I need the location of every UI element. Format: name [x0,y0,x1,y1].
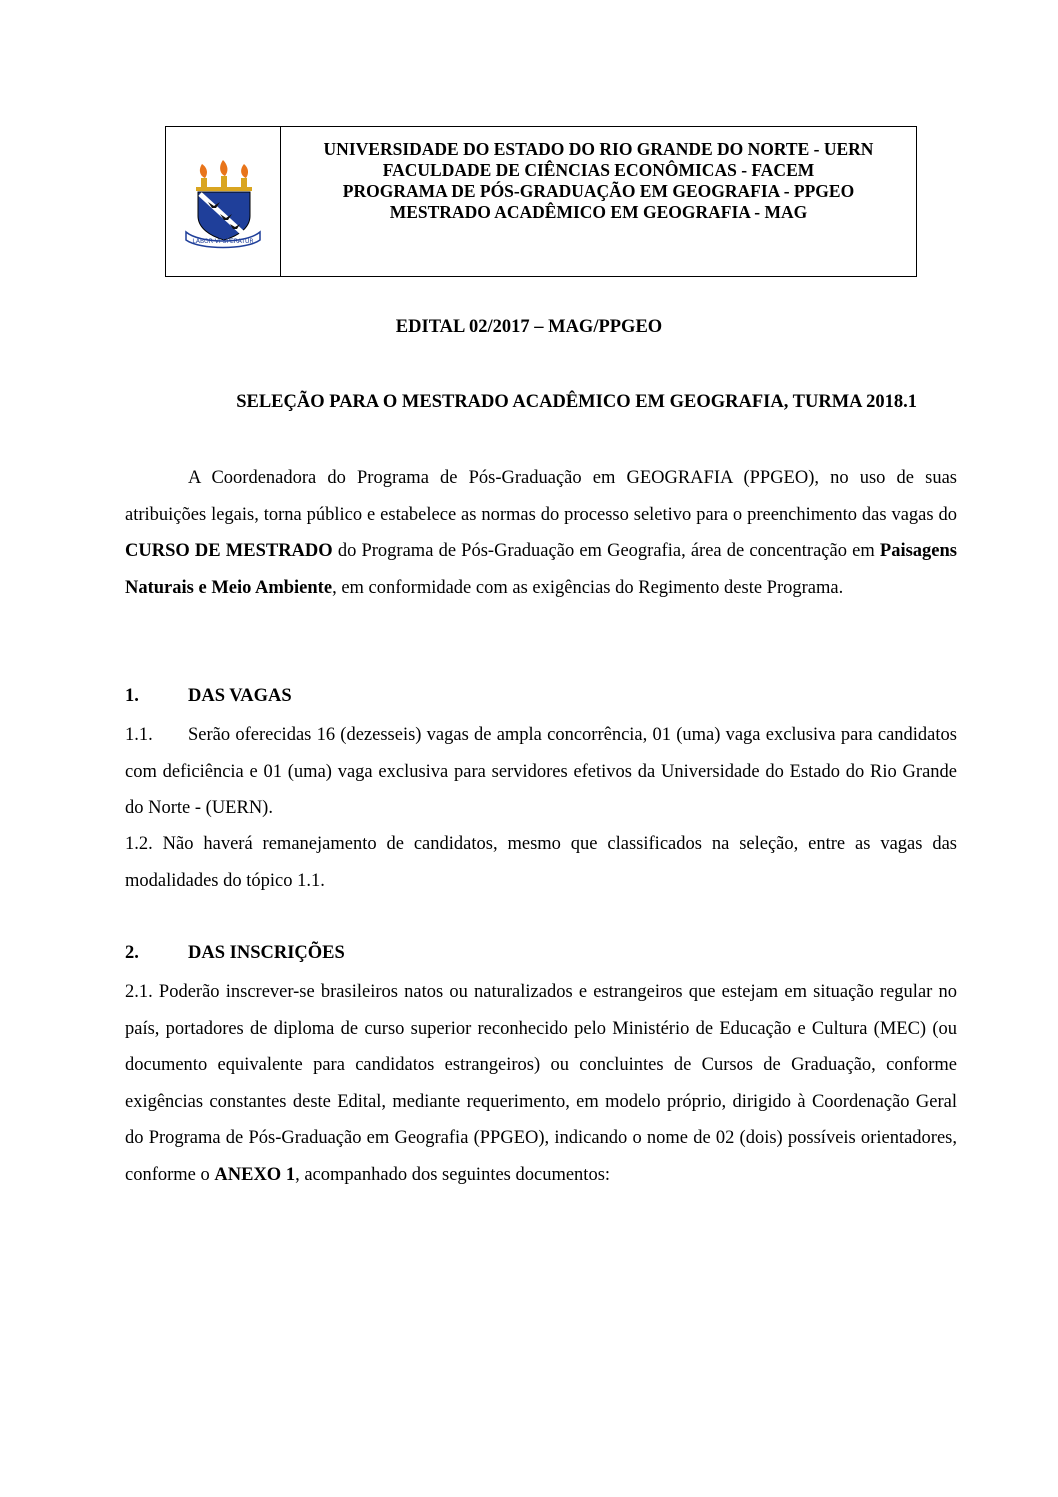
item-1-2: 1.2. Não haverá remanejamento de candidatos, mesmo que classificados na seleção, entre as vagas das modalidades do tópico 1.1. [125,834,957,891]
edital-title: EDITAL 02/2017 – MAG/PPGEO [395,317,663,337]
selection-title: SELEÇÃO PARA O MESTRADO ACADÊMICO EM GEOGRAFIA, TURMA 2018.1 [236,392,917,412]
uern-coat-of-arms-icon [180,154,266,250]
section-2-heading [125,943,345,964]
intro-bold-course: CURSO DE MESTRADO [125,541,333,561]
intro-text-1: A Coordenadora do Programa de Pós-Graduação em GEOGRAFIA (PPGEO), no uso de suas atribuições legais, torna público e estabelece as normas do processo seletivo para o preenchimento das vagas do [125,468,957,525]
intro-paragraph [125,460,957,606]
intro-bold-area: Paisagens Naturais e Meio Ambiente [125,541,957,598]
item-2-1 [125,974,957,1193]
item-2-1-text-2: , acompanhado dos seguintes documentos: [295,1164,611,1185]
intro-text-2: do Programa de Pós-Graduação em Geografia, área de concentração em [332,541,880,561]
section-1-title: DAS VAGAS [188,686,292,706]
faculty-name: FACULDADE DE CIÊNCIAS ECONÔMICAS - FACEM [382,160,815,180]
program-name: PROGRAMA DE PÓS-GRADUAÇÃO EM GEOGRAFIA - PPGEO [342,181,855,201]
item-1-1 [125,717,957,827]
torches-icon [196,160,252,191]
item-2-1-bold-annex: ANEXO 1 [214,1164,296,1185]
intro-text-3: , em conformidade com as exigências do Regimento deste Programa. [332,577,844,598]
logo-motto: LABOR VI SPERATUR [192,237,254,245]
institution-block [281,127,916,276]
item-2-1-text-1: 2.1. Poderão inscrever-se brasileiros natos ou naturalizados e estrangeiros que estejam em situação regular no país, portadores de diploma de curso superior reconhecido pelo Ministério de Educação e Cultura (MEC) (ou documento equivalente para candidatos estrangeiros) ou concluintes de Cursos de Graduação, conforme exigências constantes deste Edital, mediante requerimento, em modelo próprio, dirigido à Coordenação Geral do Programa de Pós-Graduação em Geografia (PPGEO), indicando o nome de 02 (dois) possíveis orientadores, conforme o [125,982,957,1185]
institution-name: UNIVERSIDADE DO ESTADO DO RIO GRANDE DO NORTE - UERN [323,139,874,159]
section-2-number: 2. [125,943,139,963]
item-1-1-text: Serão oferecidas 16 (dezesseis) vagas de ampla concorrência, 01 (uma) vaga exclusiva para candidatos com deficiência e 01 (uma) vaga exclusiva para servidores efetivos da Universidade do Estado do Rio Grande do Norte - (UERN). [125,725,957,818]
section-1-number: 1. [125,686,139,706]
section-1-heading [125,686,292,707]
section-2-title: DAS INSCRIÇÕES [188,943,345,963]
item-1-1-number: 1.1. [125,725,153,745]
header-table [165,126,917,277]
logo-cell [166,127,281,276]
course-name: MESTRADO ACADÊMICO EM GEOGRAFIA - MAG [389,202,808,222]
